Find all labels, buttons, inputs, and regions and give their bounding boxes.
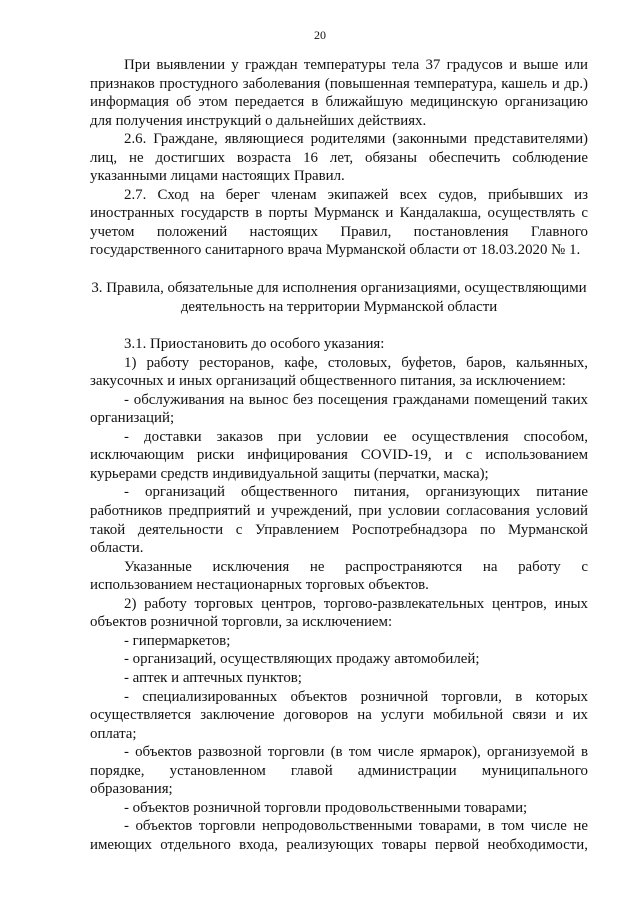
list-item: - объектов торговли непродовольственными товарами, в том числе не имеющих отдельного входа, реализующих товары первой необходимости, [90, 818, 588, 853]
list-item: - обслуживания на вынос без посещения гражданами помещений таких организаций; [90, 391, 588, 427]
paragraph: 1) работу ресторанов, кафе, столовых, буфетов, баров, кальянных, закусочных и иных организаций общественного питания, за исключением: [90, 354, 588, 390]
list-item: - специализированных объектов розничной торговли, в которых осуществляется заключение договоров на услуги мобильной связи и их оплата; [90, 688, 588, 742]
list-item: - объектов розничной торговли продовольственными товарами; [124, 799, 528, 816]
paragraph: 2.6. Граждане, являющиеся родителями (законными представителями) лиц, не достигших возраста 16 лет, обязаны обеспечить соблюдение указанными лицами настоящих Правил. [90, 131, 588, 185]
paragraph: 3.1. Приостановить до особого указания: [124, 336, 385, 353]
list-item: - аптек и аптечных пунктов; [124, 669, 302, 686]
document-body [90, 56, 588, 854]
list-item: - гипермаркетов; [124, 632, 231, 649]
section-heading: 3. Правила, обязательные для исполнения организациями, осуществляющими деятельность на территории Мурманской области [91, 280, 587, 315]
list-item: - объектов развозной торговли (в том числе ярмарок), организуемой в порядке, установленном главой администрации муниципального образования; [90, 744, 588, 798]
paragraph: Указанные исключения не распространяются на работу с использованием нестационарных торговых объектов. [90, 558, 588, 594]
list-item: - доставки заказов при условии ее осуществления способом, исключающим риски инфицирования COVID-19, и с использованием курьерами средств индивидуальной защиты (перчатки, маска); [90, 428, 588, 482]
list-item: - организаций общественного питания, организующих питание работников предприятий и учреждений, при условии согласования условий такой деятельности с Управлением Роспотребнадзора по Мурманской области. [90, 484, 588, 557]
paragraph: 2.7. Сход на берег членам экипажей всех судов, прибывших из иностранных государств в порты Мурманск и Кандалакша, осуществлять с учетом положений настоящих Правил, постановления Главного государственного санитарного врача Мурманской области от 18.03.2020 № 1. [90, 186, 588, 259]
paragraph: При выявлении у граждан температуры тела 37 градусов и выше или признаков простудного заболевания (повышенная температура, кашель и др.) информация об этом передается в ближайшую медицинскую организацию для получения инструкций о дальнейших действиях. [90, 57, 588, 129]
page-number: 20 [314, 28, 326, 42]
list-item: - организаций, осуществляющих продажу автомобилей; [124, 651, 480, 668]
paragraph: 2) работу торговых центров, торгово-развлекательных центров, иных объектов розничной торговли, за исключением: [90, 595, 588, 631]
